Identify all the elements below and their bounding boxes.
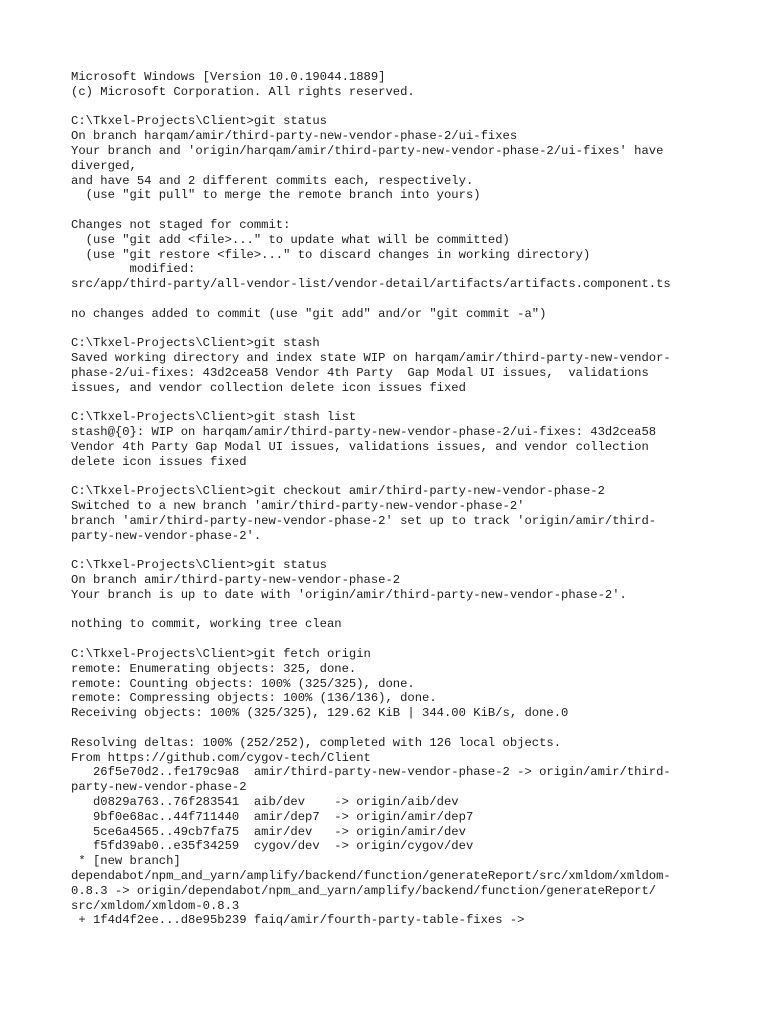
text-line: (use "git add <file>..." to update what will be committed) — [71, 232, 510, 247]
text-line: (c) Microsoft Corporation. All rights reserved. — [71, 84, 415, 99]
text-line: remote: Compressing objects: 100% (136/136), done. — [71, 691, 437, 706]
text-line — [71, 203, 711, 218]
text-line: party-new-vendor-phase-2'. — [71, 528, 262, 543]
text-line: dependabot/npm_and_yarn/amplify/backend/function/generateReport/src/xmldom/xmldom- — [71, 869, 671, 884]
text-line — [71, 603, 711, 618]
text-line — [71, 322, 711, 337]
text-line: Changes not staged for commit: — [71, 217, 291, 232]
text-line: src/xmldom/xmldom-0.8.3 — [71, 898, 240, 913]
text-line: branch 'amir/third-party-new-vendor-phase-2' set up to track 'origin/amir/third- — [71, 513, 657, 528]
text-line: + 1f4d4f2ee...d8e95b239 faiq/amir/fourth-party-table-fixes -> — [71, 913, 525, 928]
text-line: d0829a763..76f283541 aib/dev -> origin/aib/dev — [71, 795, 459, 810]
text-line: Vendor 4th Party Gap Modal UI issues, validations issues, and vendor collection — [71, 439, 649, 454]
text-line: modified: — [71, 262, 196, 277]
text-line — [71, 544, 711, 559]
text-line: C:\Tkxel-Projects\Client>git stash list — [71, 410, 357, 425]
text-line: remote: Enumerating objects: 325, done. — [71, 661, 357, 676]
text-line — [71, 100, 711, 115]
text-line: remote: Counting objects: 100% (325/325), done. — [71, 676, 415, 691]
text-line: On branch amir/third-party-new-vendor-phase-2 — [71, 573, 401, 588]
text-line: C:\Tkxel-Projects\Client>git checkout amir/third-party-new-vendor-phase-2 — [71, 484, 605, 499]
text-line: 0.8.3 -> origin/dependabot/npm_and_yarn/amplify/backend/function/generateReport/ — [71, 883, 657, 898]
text-line: * [new branch] — [71, 854, 181, 869]
text-line: issues, and vendor collection delete icon issues fixed — [71, 380, 466, 395]
text-line: From https://github.com/cygov-tech/Client — [71, 750, 371, 765]
text-line: 26f5e70d2..fe179c9a8 amir/third-party-new-vendor-phase-2 -> origin/amir/third- — [71, 765, 671, 780]
text-line: Your branch and 'origin/harqam/amir/third-party-new-vendor-phase-2/ui-fixes' have — [71, 143, 664, 158]
text-line: Receiving objects: 100% (325/325), 129.62 KiB | 344.00 KiB/s, done.0 — [71, 706, 569, 721]
text-line: phase-2/ui-fixes: 43d2cea58 Vendor 4th Party Gap Modal UI issues, validations — [71, 365, 649, 380]
text-line: Switched to a new branch 'amir/third-party-new-vendor-phase-2' — [71, 499, 525, 514]
text-line — [71, 632, 711, 647]
text-line: On branch harqam/amir/third-party-new-vendor-phase-2/ui-fixes — [71, 129, 518, 144]
text-line: and have 54 and 2 different commits each, respectively. — [71, 173, 474, 188]
text-line: f5fd39ab0..e35f34259 cygov/dev -> origin/cygov/dev — [71, 839, 474, 854]
text-line — [71, 396, 711, 411]
text-line: C:\Tkxel-Projects\Client>git status — [71, 114, 327, 129]
text-line: 9bf0e68ac..44f711440 amir/dep7 -> origin/amir/dep7 — [71, 809, 474, 824]
text-line: (use "git restore <file>..." to discard changes in working directory) — [71, 247, 591, 262]
text-line: Microsoft Windows [Version 10.0.19044.1889] — [71, 70, 386, 84]
text-line: C:\Tkxel-Projects\Client>git status — [71, 558, 327, 573]
text-line — [71, 470, 711, 485]
text-line: (use "git pull" to merge the remote branch into yours) — [71, 188, 481, 203]
text-line: delete icon issues fixed — [71, 454, 247, 469]
text-line: Your branch is up to date with 'origin/amir/third-party-new-vendor-phase-2'. — [71, 587, 627, 602]
text-line: C:\Tkxel-Projects\Client>git fetch origin — [71, 647, 371, 662]
text-line: src/app/third-party/all-vendor-list/vendor-detail/artifacts/artifacts.component.ts — [71, 277, 671, 292]
text-line: Resolving deltas: 100% (252/252), completed with 126 local objects. — [71, 735, 562, 750]
terminal-transcript — [71, 70, 711, 928]
text-line: 5ce6a4565..49cb7fa75 amir/dev -> origin/amir/dev — [71, 824, 466, 839]
text-line: diverged, — [71, 158, 137, 173]
text-line — [71, 721, 711, 736]
text-line: nothing to commit, working tree clean — [71, 617, 342, 632]
text-line: party-new-vendor-phase-2 — [71, 780, 247, 795]
text-line: no changes added to commit (use "git add" and/or "git commit -a") — [71, 306, 547, 321]
text-line — [71, 292, 711, 307]
text-line: Saved working directory and index state WIP on harqam/amir/third-party-new-vendor- — [71, 351, 671, 366]
text-line: C:\Tkxel-Projects\Client>git stash — [71, 336, 320, 351]
text-line: stash@{0}: WIP on harqam/amir/third-party-new-vendor-phase-2/ui-fixes: 43d2cea58 — [71, 425, 657, 440]
